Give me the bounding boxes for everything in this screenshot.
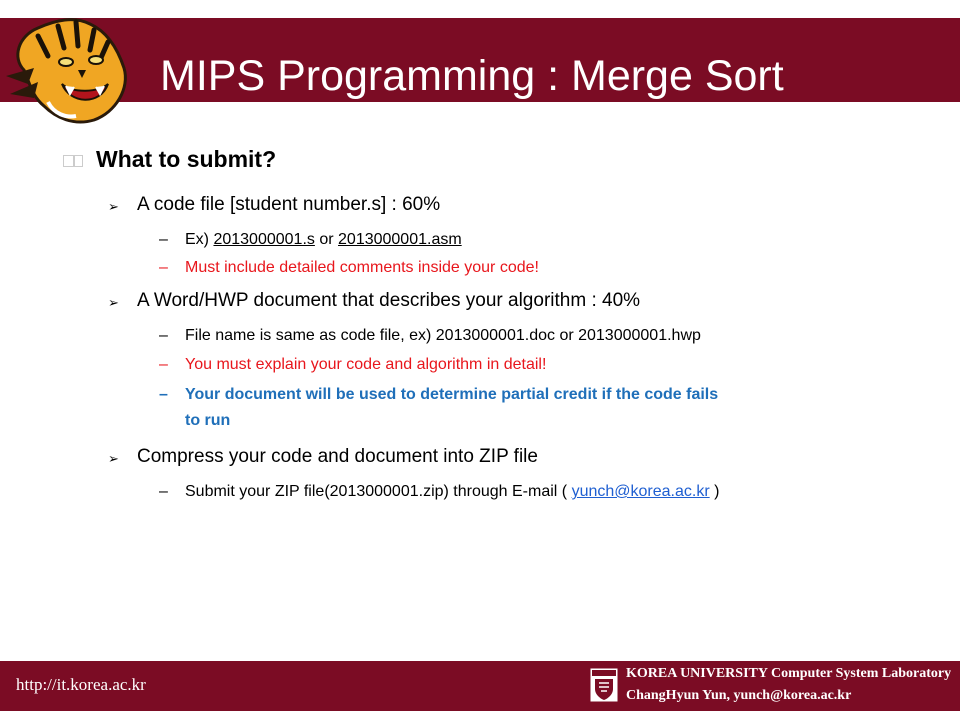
example-file-s: 2013000001.s [213, 231, 315, 248]
dash-bullet: – [159, 483, 168, 500]
list-subitem-continuation: to run [185, 412, 231, 429]
list-subitem [185, 483, 719, 501]
list-item: Compress your code and document into ZIP file [137, 446, 538, 467]
list-subitem [185, 231, 462, 249]
arrow-bullet-icon: ➢ [108, 295, 119, 310]
footer-url[interactable]: http://it.korea.ac.kr [16, 675, 146, 694]
list-subitem: Your document will be used to determine partial credit if the code fails [185, 386, 719, 403]
footer-university-lab [626, 666, 951, 682]
submit-suffix: ) [709, 483, 720, 500]
dash-bullet: – [159, 356, 168, 373]
list-subitem: Must include detailed comments inside your code! [185, 259, 539, 276]
submit-prefix: Submit your ZIP file(2013000001.zip) through E-mail ( [185, 483, 572, 500]
arrow-bullet-icon: ➢ [108, 451, 119, 466]
slide-title: MIPS Programming : Merge Sort [160, 52, 784, 100]
bullet-box-icon [74, 155, 83, 167]
footer-lab: Computer System Laboratory [770, 666, 952, 681]
dash-bullet: – [159, 231, 168, 248]
example-prefix: Ex) [185, 231, 214, 248]
list-item: A Word/HWP document that describes your algorithm : 40% [137, 290, 641, 311]
bullet-box-icon [63, 155, 74, 167]
korea-university-emblem-icon [589, 667, 619, 703]
arrow-bullet-icon: ➢ [108, 199, 119, 214]
list-subitem: File name is same as code file, ex) 2013000001.doc or 2013000001.hwp [185, 327, 701, 344]
email-link[interactable]: yunch@korea.ac.kr [571, 483, 710, 500]
section-heading: What to submit? [96, 146, 277, 172]
footer-contact: ChangHyun Yun, yunch@korea.ac.kr [626, 688, 852, 703]
footer-university: KOREA UNIVERSITY [626, 666, 768, 681]
list-item: A code file [student number.s] : 60% [137, 194, 441, 215]
example-or: or [314, 231, 339, 248]
dash-bullet: – [159, 386, 168, 403]
tiger-logo [4, 6, 154, 130]
list-subitem: You must explain your code and algorithm in detail! [185, 356, 547, 373]
dash-bullet: – [159, 327, 168, 344]
dash-bullet: – [159, 259, 168, 276]
example-file-asm: 2013000001.asm [338, 231, 462, 248]
